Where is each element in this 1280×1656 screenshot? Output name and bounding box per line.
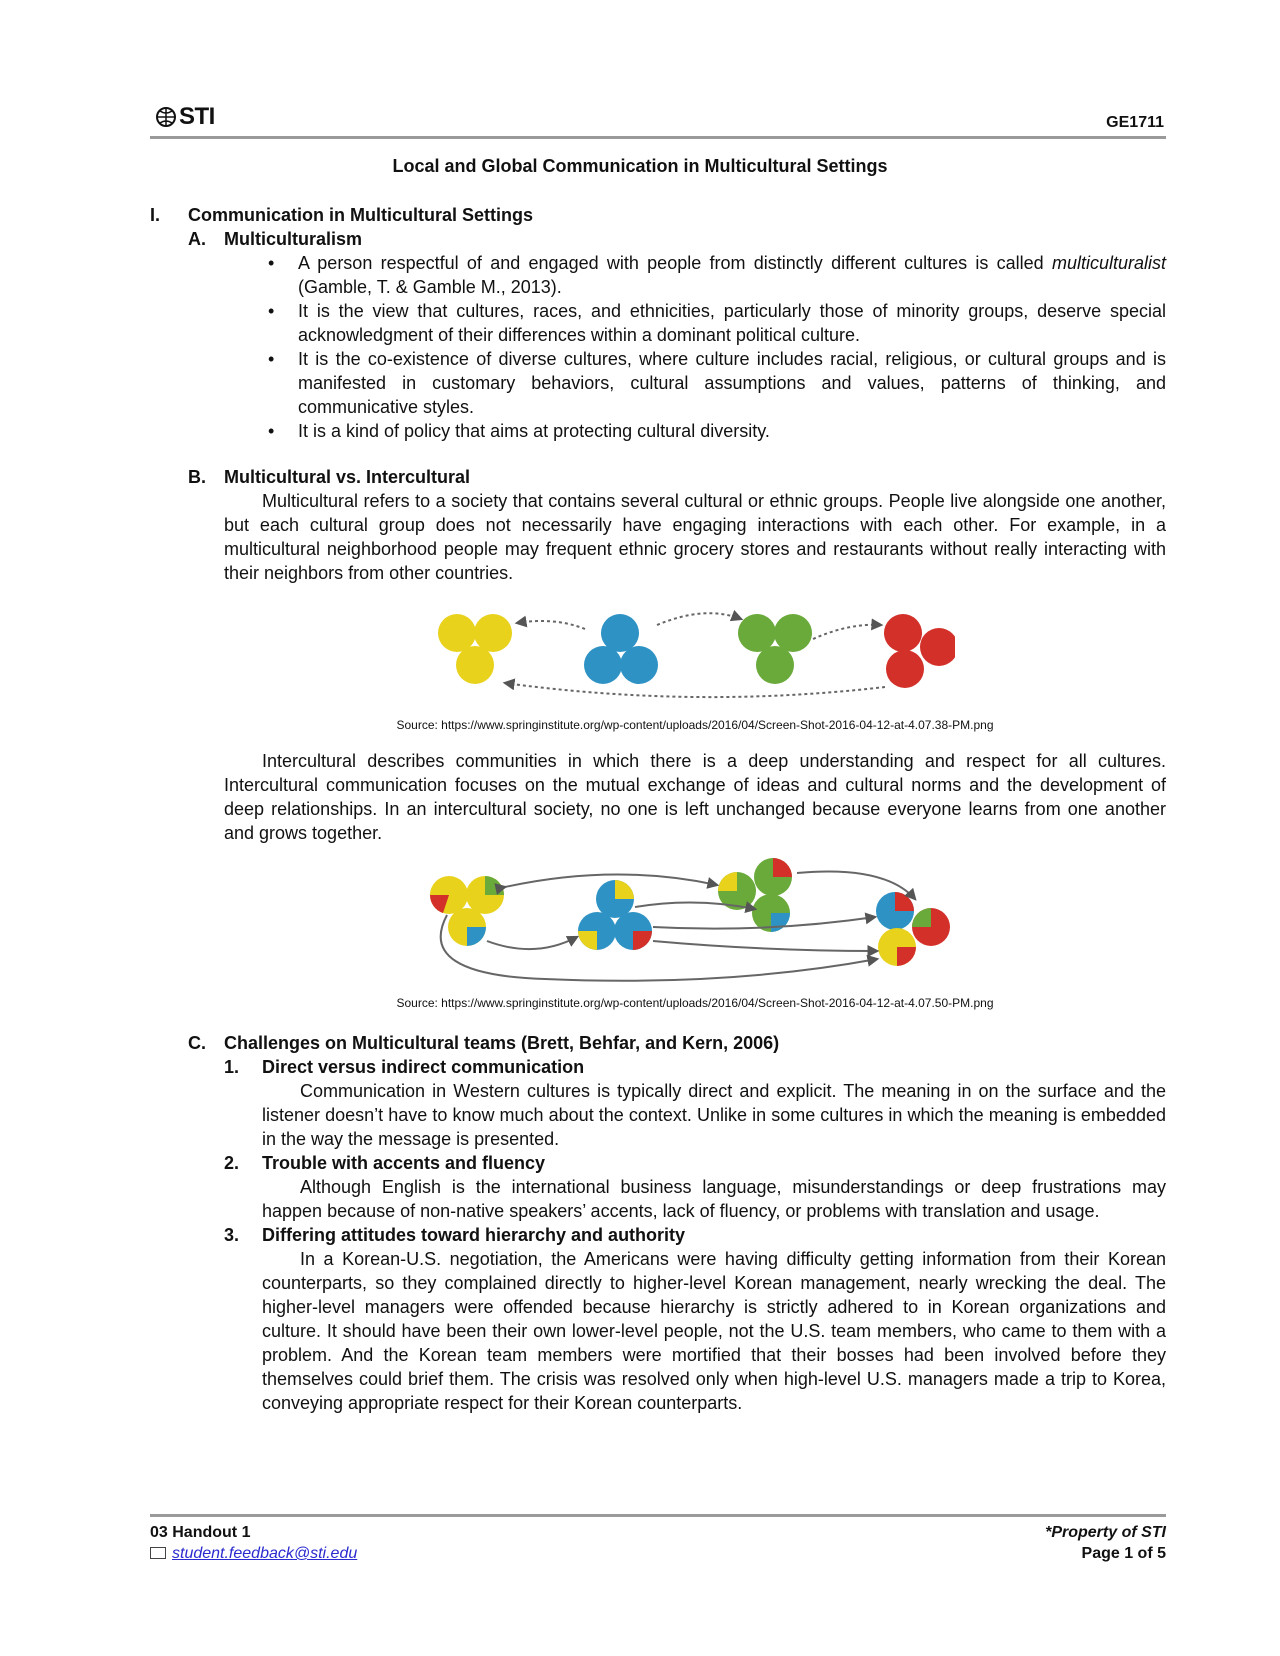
yellow-group: [438, 614, 512, 684]
section-heading: I. Communication in Multicultural Settings: [150, 205, 534, 225]
feedback-email-link[interactable]: student.feedback@sti.edu: [172, 1545, 358, 1562]
green-group: [738, 614, 812, 684]
multiculturalism-list: [262, 251, 1166, 443]
list-item: • It is the co-existence of diverse cultures, where culture includes racial, religious, or cultural groups and is manifested in customary behaviors, cultural assumptions and values, patterns of thinking, and communicative styles.: [268, 349, 1166, 417]
course-code: GE1711: [1106, 114, 1164, 131]
challenge-heading-1: 1. Direct versus indirect communication: [224, 1057, 585, 1077]
property-label: *Property of STI: [1045, 1524, 1166, 1541]
challenge-heading-3: 3. Differing attitudes toward hierarchy and authority: [224, 1225, 686, 1245]
blue-group: [584, 614, 658, 684]
page-footer: [150, 1522, 1166, 1564]
figure-source-1: Source: https://www.springinstitute.org/wp-content/uploads/2016/04/Screen-Shot-2016-04-12-at-4.07.38-PM.png: [396, 718, 994, 732]
footer-rule: [150, 1514, 1166, 1517]
challenge-text-3: In a Korean-U.S. negotiation, the Americans were having difficulty getting information from their Korean counterparts, so they complained directly to higher-level Korean management, nearly wrecking the deal. The higher-level managers were offended because hierarchy is strictly adhered to in Korean organizations and culture. It should have been their own lower-level people, not the U.S. team members, who came to them with a problem. And the Korean team members were mortified that their bosses had been involved before they themselves could brief them. The crisis was resolved only when high-level U.S. managers made a trip to Korea, conveying appropriate respect for their Korean counterparts.: [262, 1249, 1166, 1413]
globe-icon: [155, 106, 177, 128]
multicultural-paragraph: Multicultural refers to a society that contains several cultural or ethnic groups. People live alongside one another, but each cultural group does not necessarily have engaging interactions with each other. For example, in a multicultural neighborhood people may frequent ethnic grocery stores and restaurants without really interacting with their neighbors from other countries.: [224, 491, 1166, 583]
mixed-group-3: [718, 858, 792, 932]
subsection-heading-b: B. Multicultural vs. Intercultural: [188, 467, 471, 487]
page-title: Local and Global Communication in Multicultural Settings: [392, 156, 888, 176]
mixed-group-2: [578, 880, 652, 950]
challenge-heading-2: 2. Trouble with accents and fluency: [224, 1153, 546, 1173]
sti-logo: [155, 103, 215, 131]
figure-source-2: Source: https://www.springinstitute.org/wp-content/uploads/2016/04/Screen-Shot-2016-04-12-at-4.07.50-PM.png: [396, 996, 994, 1010]
page-number: Page 1 of 5: [1081, 1545, 1166, 1562]
envelope-icon: [150, 1547, 166, 1559]
logo-text: STI: [179, 103, 215, 130]
challenge-text-2: Although English is the international business language, misunderstandings or deep frustrations may happen because of non-native speakers’ accents, lack of fluency, or problems with translation and usage.: [262, 1177, 1166, 1221]
intercultural-paragraph: Intercultural describes communities in which there is a deep understanding and respect for all cultures. Intercultural communication focuses on the mutual exchange of ideas and cultural norms and the development of deep relationships. In an intercultural society, no one is left unchanged because everyone learns from one another and grows together.: [224, 751, 1166, 843]
multicultural-diagram: [224, 599, 1166, 717]
list-item: • A person respectful of and engaged with people from distinctly different cultures is called multiculturalist (Gamble, T. & Gamble M., 2013).: [268, 253, 1166, 297]
document-body: [150, 203, 1166, 1415]
subsection-heading-a: A. Multiculturalism: [188, 229, 363, 249]
mixed-group-4: [876, 892, 950, 966]
list-item: • It is the view that cultures, races, and ethnicities, particularly those of minority groups, deserve special acknowledgment of their differences within a dominant political culture.: [268, 301, 1166, 345]
handout-label: 03 Handout 1: [150, 1524, 251, 1541]
subsection-heading-c: C. Challenges on Multicultural teams (Brett, Behfar, and Kern, 2006): [188, 1033, 780, 1053]
intercultural-diagram: [224, 855, 1166, 995]
challenge-text-1: Communication in Western cultures is typically direct and explicit. The meaning in on the surface and the listener doesn’t have to know much about the context. Unlike in some cultures in which the meaning is embedded in the way the message is presented.: [262, 1081, 1166, 1149]
intercultural-groups-figure: [425, 855, 965, 993]
list-item: • It is a kind of policy that aims at protecting cultural diversity.: [268, 421, 770, 441]
red-group: [884, 614, 955, 688]
multicultural-groups-figure: [435, 599, 955, 711]
header-rule: [150, 136, 1166, 139]
